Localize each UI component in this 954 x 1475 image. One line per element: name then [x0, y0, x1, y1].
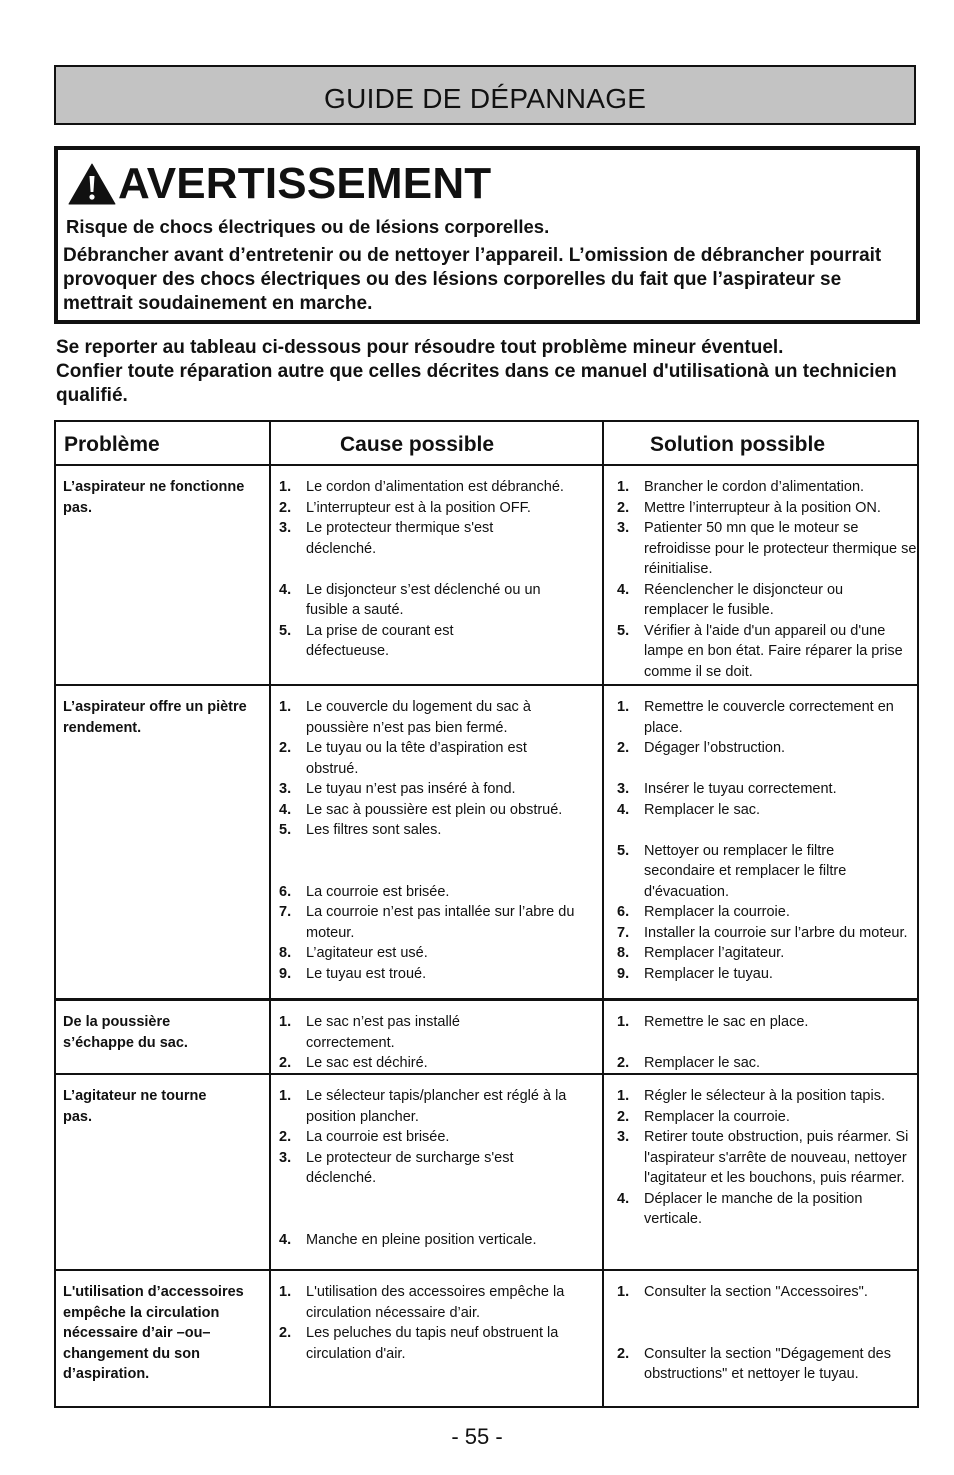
problem-cell: L’agitateur ne tourne pas. [63, 1088, 207, 1125]
list-item: 1. Remettre le couvercle correctement en place. [617, 699, 894, 736]
list-item: 1. Brancher le cordon d’alimentation. [617, 479, 865, 495]
list-item: 2. Consulter la section "Dégagement des obstructions" et nettoyer le tuyau. [617, 1345, 891, 1382]
list-item: 4. Remplacer le sac. [617, 801, 761, 818]
list-item: 5. La prise de courant est défectueuse. [279, 622, 454, 659]
list-item: 4. Réenclencher le disjoncteur ou remplacer le fusible. [617, 581, 844, 618]
table-row [56, 466, 917, 684]
table-row [56, 686, 917, 998]
warning-title: AVERTISSEMENT [118, 159, 492, 208]
list-item: 1. Le sélecteur tapis/plancher est réglé à la position plancher. [279, 1088, 567, 1125]
warning-box [54, 146, 920, 324]
table-row [56, 1075, 917, 1269]
list-item: 4. Le disjoncteur s’est déclenché ou un fusible a sauté. [279, 581, 541, 618]
problem-cell: L’aspirateur offre un piètre rendement. [63, 699, 247, 736]
list-item: 2. Les peluches du tapis neuf obstruent la circulation d'air. [279, 1325, 559, 1362]
solutions-list [617, 697, 913, 984]
list-item: 4. Manche en pleine position verticale. [279, 1231, 537, 1248]
solutions-list [617, 1086, 913, 1230]
causes-list [279, 477, 597, 662]
intro-line: Se reporter au tableau ci-dessous pour résoudre tout problème mineur éventuel. [56, 337, 784, 358]
table-row [56, 1271, 917, 1408]
list-item: 5. Vérifier à l'aide d'un appareil ou d'une lampe en bon état. Faire réparer la prise comme il se doit. [617, 622, 903, 680]
list-item: 1. L'utilisation des accessoires empêche la circulation nécessaire d’air. [279, 1284, 565, 1321]
warning-triangle-icon [68, 163, 116, 205]
list-item: 1. Régler le sélecteur à la position tapis. [617, 1088, 885, 1104]
page-number: - 55 - [451, 1424, 503, 1449]
solutions-list [617, 477, 917, 682]
list-item: 5. Nettoyer ou remplacer le filtre secondaire et remplacer le filtre d'évacuation. [617, 842, 847, 900]
list-item: 3. Insérer le tuyau correctement. [617, 781, 837, 797]
header-solution: Solution possible [650, 433, 826, 456]
list-item: 2. L’interrupteur est à la position OFF. [279, 499, 531, 516]
warning-body: Débrancher avant d’entretenir ou de nettoyer l’appareil. L’omission de débrancher pourrait provoquer des chocs électriques ou des lésions corporelles du fait que l’aspirateur se mettrait soudainement en marche. [63, 245, 882, 314]
section-title: GUIDE DE DÉPANNAGE [324, 83, 647, 114]
list-item: 4. Déplacer le manche de la position verticale. [617, 1190, 863, 1227]
list-item: 6. La courroie est brisée. [279, 883, 450, 900]
list-item: 1. Remettre le sac en place. [617, 1014, 809, 1030]
list-item: 1. Le sac n’est pas installé correctement. [279, 1014, 460, 1051]
list-item: 5. Les filtres sont sales. [279, 822, 442, 838]
list-item: 2. Dégager l’obstruction. [617, 740, 786, 756]
list-item: 2. Remplacer le sac. [617, 1055, 761, 1071]
causes-list [279, 1282, 597, 1364]
warning-risk: Risque de chocs électriques ou de lésions corporelles. [66, 216, 550, 237]
section-header [54, 65, 916, 125]
causes-list [279, 1086, 597, 1250]
list-item: 2. Mettre l’interrupteur à la position ON. [617, 499, 881, 516]
list-item: 3. Le protecteur de surcharge s'est déclenché. [279, 1149, 514, 1186]
list-item: 9. Le tuyau est troué. [279, 965, 427, 982]
list-item: 2. La courroie est brisée. [279, 1129, 450, 1145]
intro-line: Confier toute réparation autre que celles décrites dans ce manuel d'utilisationà un technicien qualifié. [56, 361, 897, 406]
intro-text [56, 336, 916, 408]
header-cause: Cause possible [340, 433, 495, 456]
list-item: 7. La courroie n’est pas intallée sur l’abre du moteur. [279, 904, 575, 941]
list-item: 8. Remplacer l’agitateur. [617, 945, 785, 961]
solutions-list [617, 1012, 913, 1074]
list-item: 4. Le sac à poussière est plein ou obstrué. [279, 801, 563, 818]
list-item: 8. L’agitateur est usé. [279, 945, 428, 961]
list-item: 1. Consulter la section "Accessoires". [617, 1284, 868, 1300]
list-item: 3. Retirer toute obstruction, puis réarmer. Si l'aspirateur s'arrête de nouveau, nettoyer l'agitateur et les bouchons, puis réarmer. [617, 1129, 909, 1186]
problem-cell: L’aspirateur ne fonctionne pas. [63, 479, 245, 516]
header-problem: Problème [64, 433, 160, 456]
table-row [56, 1001, 917, 1073]
list-item: 7. Installer la courroie sur l’arbre du moteur. [617, 924, 908, 941]
list-item: 3. Le protecteur thermique s'est déclenché. [279, 520, 494, 557]
list-item: 9. Remplacer le tuyau. [617, 965, 773, 982]
problem-cell: L'utilisation d’accessoires empêche la circulation nécessaire d’air –ou– changement du son d’aspiration. [63, 1284, 244, 1382]
list-item: 3. Patienter 50 mn que le moteur se refroidisse pour le protecteur thermique se réinitialise. [617, 520, 917, 577]
causes-list [279, 697, 597, 984]
troubleshooting-table [54, 420, 919, 1408]
list-item: 2. Le tuyau ou la tête d’aspiration est obstrué. [279, 740, 527, 777]
list-item: 2. Le sac est déchiré. [279, 1055, 428, 1071]
solutions-list [617, 1282, 913, 1385]
list-item: 6. Remplacer la courroie. [617, 904, 790, 920]
list-item: 1. Le cordon d’alimentation est débranché. [279, 479, 564, 495]
list-item: 1. Le couvercle du logement du sac à poussière n’est pas bien fermé. [279, 699, 531, 736]
list-item: 3. Le tuyau n’est pas inséré à fond. [279, 781, 516, 797]
list-item: 2. Remplacer la courroie. [617, 1108, 790, 1125]
problem-cell: De la poussière s’échappe du sac. [63, 1014, 188, 1051]
causes-list [279, 1012, 597, 1074]
